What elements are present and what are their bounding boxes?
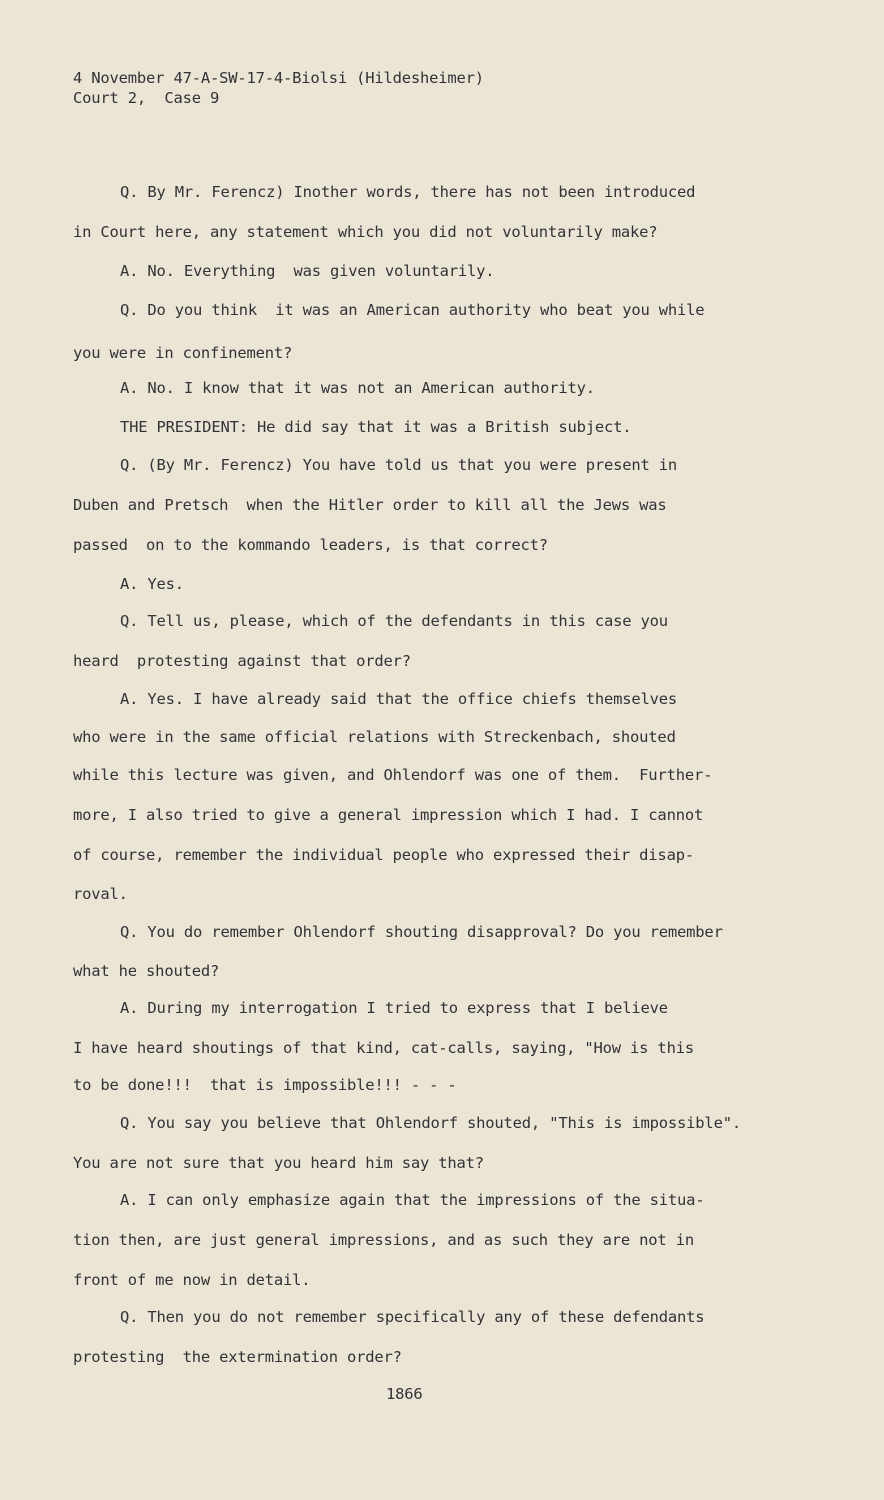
transcript-line: A. Yes. I have already said that the office chiefs themselves bbox=[120, 690, 678, 708]
header-line-2: Court 2, Case 9 bbox=[73, 89, 220, 107]
transcript-line: I have heard shoutings of that kind, cat-calls, saying, "How is this bbox=[73, 1039, 694, 1057]
transcript-line: THE PRESIDENT: He did say that it was a British subject. bbox=[120, 418, 632, 436]
transcript-line: Q. Do you think it was an American authority who beat you while bbox=[120, 301, 705, 319]
transcript-line: to be done!!! that is impossible!!! - - - bbox=[73, 1076, 457, 1094]
transcript-line: A. During my interrogation I tried to express that I believe bbox=[120, 999, 668, 1017]
transcript-line: you were in confinement? bbox=[73, 344, 293, 362]
transcript-line: Q. By Mr. Ferencz) Inother words, there has not been introduced bbox=[120, 183, 696, 201]
transcript-line: who were in the same official relations with Streckenbach, shouted bbox=[73, 728, 676, 746]
transcript-line: in Court here, any statement which you did not voluntarily make? bbox=[73, 223, 658, 241]
page-number: 1866 bbox=[386, 1385, 423, 1403]
transcript-line: while this lecture was given, and Ohlendorf was one of them. Further- bbox=[73, 766, 713, 784]
transcript-line: what he shouted? bbox=[73, 962, 220, 980]
transcript-line: A. Yes. bbox=[120, 575, 184, 593]
transcript-line: protesting the extermination order? bbox=[73, 1348, 402, 1366]
transcript-line: of course, remember the individual people who expressed their disap- bbox=[73, 846, 694, 864]
transcript-line: A. I can only emphasize again that the impressions of the situa- bbox=[120, 1191, 705, 1209]
transcript-line: Q. You do remember Ohlendorf shouting disapproval? Do you remember bbox=[120, 923, 723, 941]
transcript-line: A. No. Everything was given voluntarily. bbox=[120, 262, 495, 280]
transcript-line: Q. You say you believe that Ohlendorf shouted, "This is impossible". bbox=[120, 1114, 741, 1132]
header-line-1: 4 November 47-A-SW-17-4-Biolsi (Hildesheimer) bbox=[73, 69, 484, 87]
transcript-line: passed on to the kommando leaders, is that correct? bbox=[73, 536, 548, 554]
transcript-line: Q. Tell us, please, which of the defendants in this case you bbox=[120, 612, 668, 630]
transcript-line: Q. Then you do not remember specifically any of these defendants bbox=[120, 1308, 705, 1326]
transcript-line: Duben and Pretsch when the Hitler order to kill all the Jews was bbox=[73, 496, 667, 514]
transcript-line: You are not sure that you heard him say that? bbox=[73, 1154, 484, 1172]
transcript-line: front of me now in detail. bbox=[73, 1271, 311, 1289]
transcript-line: roval. bbox=[73, 885, 128, 903]
transcript-line: Q. (By Mr. Ferencz) You have told us that you were present in bbox=[120, 456, 678, 474]
transcript-line: heard protesting against that order? bbox=[73, 652, 411, 670]
transcript-line: A. No. I know that it was not an American authority. bbox=[120, 379, 595, 397]
transcript-line: more, I also tried to give a general impression which I had. I cannot bbox=[73, 806, 704, 824]
transcript-line: tion then, are just general impressions, and as such they are not in bbox=[73, 1231, 694, 1249]
